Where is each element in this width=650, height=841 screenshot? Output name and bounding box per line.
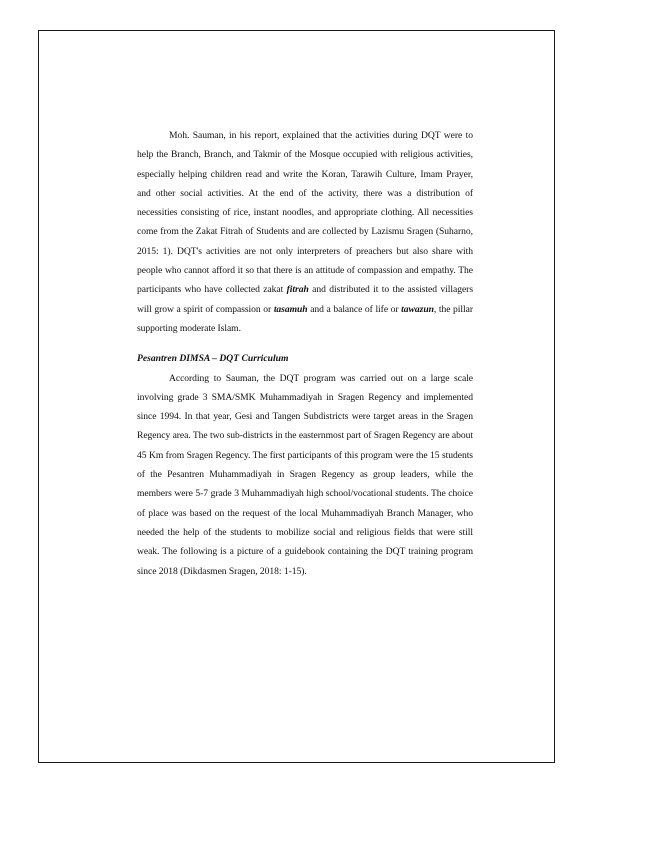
- paragraph-1-text-c: and a balance of life or: [307, 303, 402, 315]
- paragraph-1-text-d: , the pillar supporting moderate Islam.: [137, 303, 473, 334]
- term-fitrah: fitrah: [286, 284, 309, 296]
- paragraph-dqt-curriculum: According to Sauman, the DQT program was carried out on a large scale involving grade 3 SMA/SMK Muhammadiyah in Sragen Regency and implemented since 1994. In that year, Gesi and Tangen Subdistricts were target areas in the Sragen Regency area. The two sub-districts in the easternmost part of Sragen Regency are about 45 Km from Sragen Regency. The first participants of this program were the 15 students of the Pesantren Muhammadiyah in Sragen Regency as group leaders, while the members were 5-7 grade 3 Muhammadiyah high school/vocational students. The choice of place was based on the request of the local Muhammadiyah Branch Manager, who needed the help of the students to mobilize social and religious fields that were still weak. The following is a picture of a guidebook containing the DQT training program since 2018 (Dikdasmen Sragen, 2018: 1-15).: [137, 372, 473, 577]
- paragraph-sauman-report: [137, 126, 473, 338]
- paragraph-1-text-a: Moh. Sauman, in his report, explained that the activities during DQT were to help the Branch, Branch, and Takmir of the Mosque occupied with religious activities, especially helping children read and write the Koran, Tarawih Culture, Imam Prayer, and other social activities. At the end of the activity, there was a distribution of necessities consisting of rice, instant noodles, and appropriate clothing. All necessities come from the Zakat Fitrah of Students and are collected by Lazismu Sragen (Suharno, 2015: 1). DQT's activities are not only interpreters of preachers but also share with people who cannot afford it so that there is an attitude of compassion and empathy. The participants who have collected zakat: [137, 130, 473, 296]
- term-tasamuh: tasamuh: [273, 303, 308, 315]
- paragraph-1-text-b: and distributed it to the assisted villagers will grow a spirit of compassion or: [137, 284, 473, 315]
- document-body: [137, 126, 473, 581]
- section-heading: Pesantren DIMSA – DQT Curriculum: [137, 353, 289, 365]
- term-tawazun: tawazun: [401, 303, 434, 315]
